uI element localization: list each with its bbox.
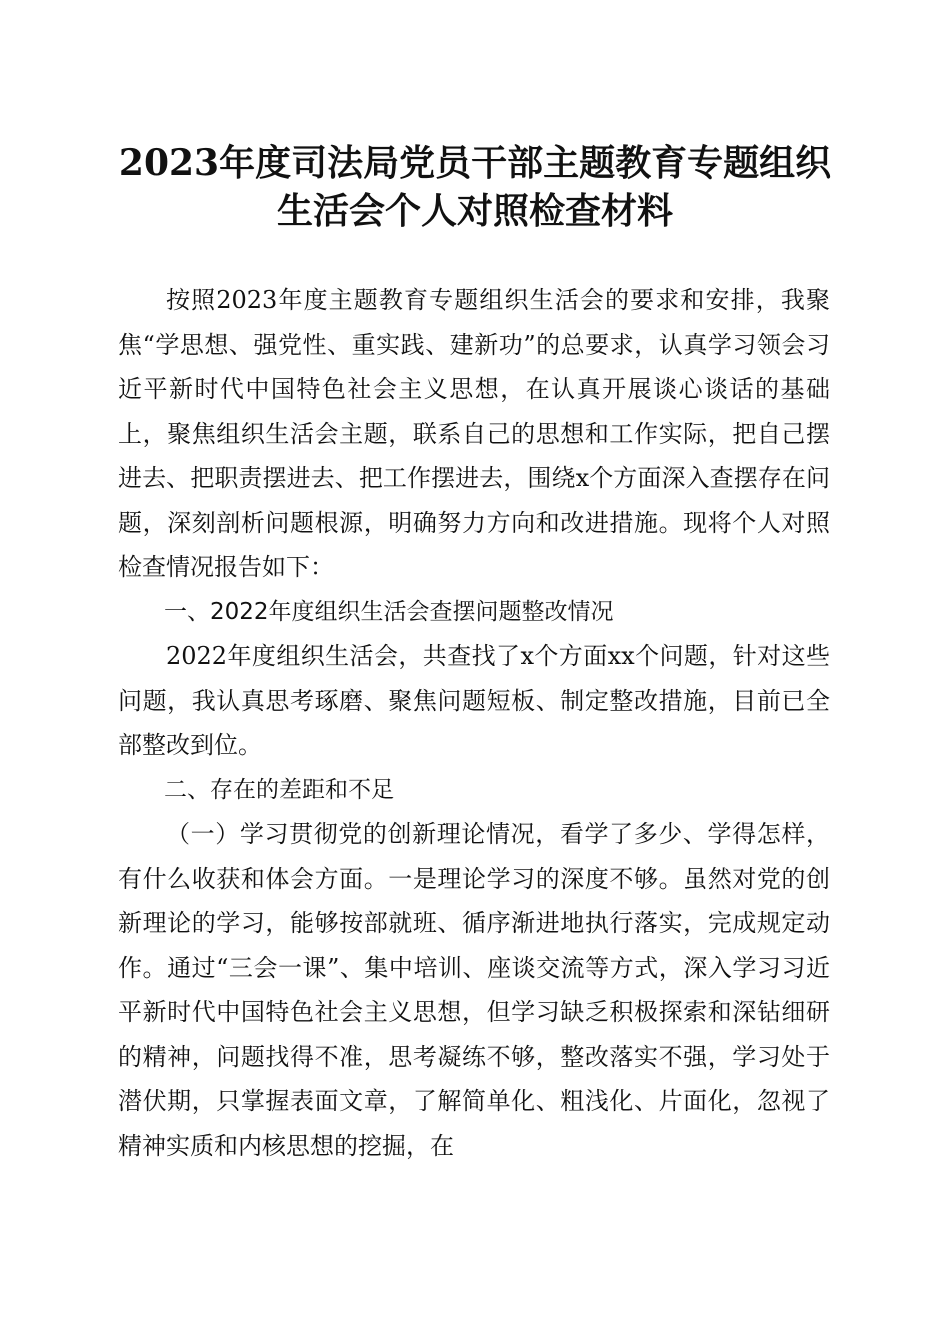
section-2-paragraph: （一）学习贯彻党的创新理论情况，看学了多少、学得怎样，有什么收获和体会方面。一是理论学习的深度不够。虽然对党的创新理论的学习，能够按部就班、循序渐进地执行落实，完成规定动作。通过“三会一课”、集中培训、座谈交流等方式，深入学习习近平新时代中国特色社会主义思想，但学习缺乏积极探索和深钻细研的精神，问题找得不准，思考凝练不够，整改落实不强，学习处于潜伏期，只掌握表面文章，了解简单化、粗浅化、片面化，忽视了精神实质和内核思想的挖掘，在 bbox=[118, 820, 830, 1160]
document-title-line-1: 2023年度司法局党员干部主题教育专题组织 bbox=[118, 142, 832, 184]
section-1-paragraph: 2022年度组织生活会，共查找了x个方面xx个问题，针对这些问题，我认真思考琢磨、聚焦问题短板、制定整改措施，目前已全部整改到位。 bbox=[118, 642, 830, 759]
document-body bbox=[118, 278, 830, 1168]
section-2-heading: 二、存在的差距和不足 bbox=[164, 776, 394, 803]
intro-paragraph: 按照2023年度主题教育专题组织生活会的要求和安排，我聚焦“学思想、强党性、重实践、建新功”的总要求，认真学习领会习近平新时代中国特色社会主义思想，在认真开展谈心谈话的基础上，聚焦组织生活会主题，联系自己的思想和工作实际，把自己摆进去、把职责摆进去、把工作摆进去，围绕x个方面深入查摆存在问题，深刻剖析问题根源，明确努力方向和改进措施。现将个人对照检查情况报告如下： bbox=[118, 286, 830, 581]
document-title-line-2: 生活会个人对照检查材料 bbox=[276, 190, 673, 232]
section-1-heading: 一、2022年度组织生活会查摆问题整改情况 bbox=[164, 598, 614, 625]
